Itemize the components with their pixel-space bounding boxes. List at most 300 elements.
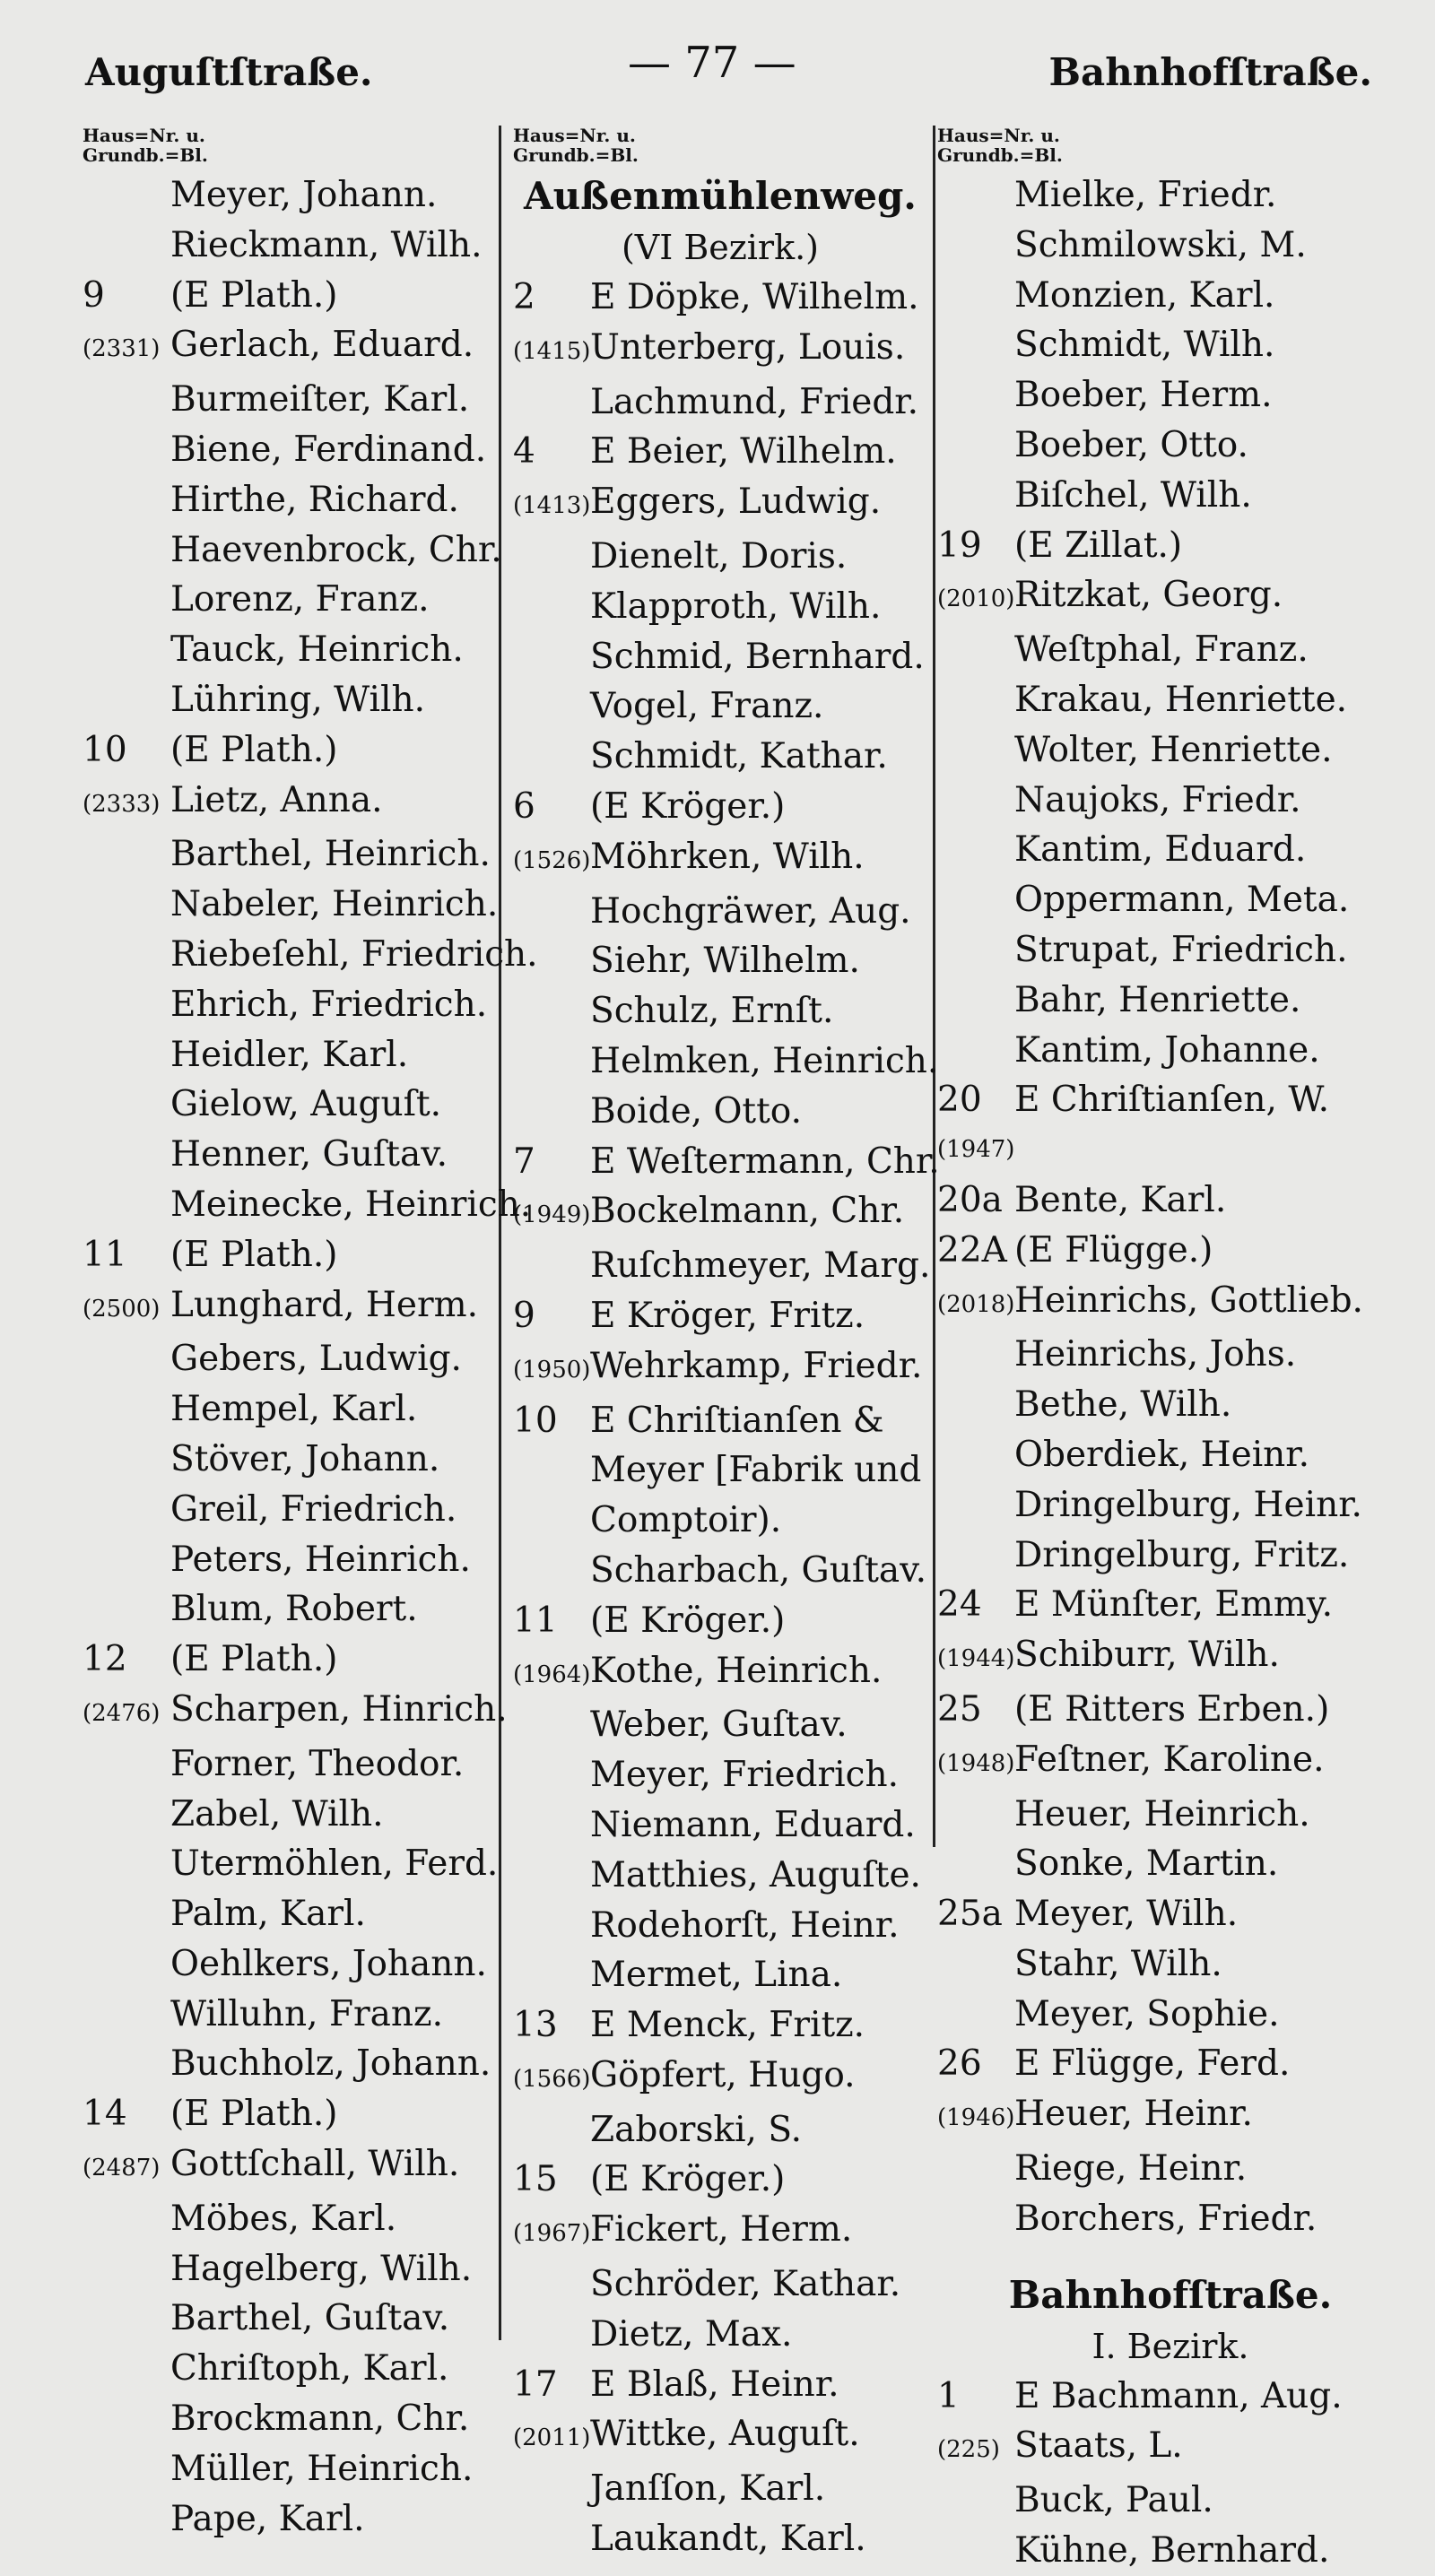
resident-name: Mermet, Lina. [590,1955,843,1996]
list-item [83,575,491,625]
list-item [937,1790,1404,1840]
list-item [937,1580,1404,1630]
list-item [83,1180,532,1230]
list-item [513,323,927,377]
house-number: (1949) [513,1201,591,1229]
street-heading: Bahnhofſtraße. [1008,2272,1333,2317]
resident-name: Schmilowski, M. [1014,224,1307,265]
house-number: (2010) [937,585,1015,613]
resident-name: Matthies, Auguſte. [590,1854,921,1895]
resident-name: Ruſchmeyer, Marg. [590,1245,931,1287]
resident-name: Dienelt, Doris. [590,535,848,577]
resident-name: Müller, Heinrich. [170,2448,474,2489]
house-number: (1946) [937,2104,1015,2132]
resident-name: Wehrkamp, Friedr. [590,1345,923,1386]
resident-name: Ritzkat, Georg. [1014,575,1283,616]
column-divider [499,126,501,2340]
list-item [937,725,1404,776]
district-label: I. Bezirk. [1091,2326,1249,2366]
list-item [83,1584,491,1635]
resident-name: Barthel, Guſtav. [170,2298,450,2339]
resident-name: Dietz, Max. [590,2313,793,2355]
list-item [513,782,927,832]
resident-name: Möhrken, Wilh. [590,836,865,877]
column-header-line: Grundb.=Bl. [513,144,639,166]
resident-name: Boide, Otto. [590,1090,802,1132]
list-item [937,1175,1404,1226]
resident-name: Heuer, Heinrich. [1014,1793,1310,1834]
list-item [83,930,538,980]
list-item [937,320,1404,370]
list-item [513,1036,939,1087]
resident-name: E Chriſtianſen, W. [1014,1080,1329,1121]
column-header-line: Haus=Nr. u. [513,125,636,146]
resident-name: E Chriſtianſen & [590,1400,884,1441]
resident-name: (E Kröger.) [590,1600,786,1641]
resident-name: Hagelberg, Wilh. [170,2248,473,2289]
list-item [937,521,1404,571]
column-header [937,126,1404,165]
house-number: (2476) [83,1699,161,1727]
list-item [83,1685,508,1739]
list-item [513,1901,927,1951]
header-right-street: Bahnhofſtraße. [1048,50,1372,94]
house-number: 25 [937,1688,982,1730]
list-item [513,1137,940,1187]
list-item [513,1241,931,1291]
resident-name: Kantim, Eduard. [1014,829,1307,871]
house-number: 11 [83,1234,127,1275]
resident-name: Boeber, Otto. [1014,424,1248,465]
resident-name: Schiburr, Wilh. [1014,1635,1280,1676]
list-item [513,2464,927,2514]
resident-name: E Blaß, Heinr. [590,2364,839,2405]
list-item [513,1950,927,2000]
resident-name: Buchholz, Johann. [170,2043,491,2085]
house-number: 17 [513,2364,558,2405]
resident-name: Chriſtoph, Karl. [170,2348,449,2390]
resident-name: E Flügge, Ferd. [1014,2043,1291,2085]
resident-name: Meyer [Fabrik und [590,1450,922,1491]
resident-name: Dringelburg, Fritz. [1014,1534,1350,1575]
list-item [937,1330,1404,1380]
list-item [513,427,927,477]
list-item [513,2360,927,2410]
house-number: 10 [513,1400,558,1441]
resident-name: Heinrichs, Johs. [1014,1334,1297,1375]
house-number: 1 [937,2375,960,2416]
list-item [513,1800,927,1851]
resident-name: Mielke, Friedr. [1014,175,1277,215]
resident-name: Blum, Robert. [170,1589,418,1630]
column-2 [513,125,940,2564]
list-item [83,221,491,271]
resident-name: E Bachmann, Aug. [1014,2375,1343,2416]
resident-name: Janſſon, Karl. [590,2468,826,2510]
list-item [513,732,927,782]
list-item [513,1546,927,1596]
list-item [513,1496,927,1546]
resident-name: (E Plath.) [170,274,338,316]
column-header-line: Haus=Nr. u. [83,125,205,146]
list-item [513,1291,927,1341]
resident-name: Pape, Karl. [170,2498,365,2539]
house-number: (1415) [513,337,591,365]
list-item [83,320,491,375]
resident-name: Zaborski, S. [590,2109,803,2150]
resident-name: Zabel, Wilh. [170,1793,384,1834]
resident-name: (E Plath.) [170,729,338,770]
list-item [937,1276,1404,1331]
resident-name: Monzien, Karl. [1014,274,1275,316]
resident-name: Helmken, Heinrich. [590,1040,939,1081]
resident-name: Forner, Theodor. [170,1743,465,1784]
list-item [83,1739,491,1790]
list-item [83,2344,491,2394]
list-item [83,829,491,880]
column-header-line: Grundb.=Bl. [83,144,208,166]
resident-name: E Döpke, Wilhelm. [590,277,919,317]
resident-name: E Beier, Wilhelm. [590,431,897,473]
list-item [83,1080,491,1130]
resident-name: Meyer, Wilh. [1014,1894,1239,1935]
list-item [513,2409,927,2464]
house-number: (2487) [83,2155,161,2182]
house-number: (1413) [513,492,591,520]
list-item [937,2421,1404,2476]
resident-name: Schulz, Ernſt. [590,991,834,1032]
resident-name: Hirthe, Richard. [170,479,459,520]
resident-name: Niemann, Eduard. [590,1804,916,1845]
resident-name: Haevenbrock, Chr. [170,529,502,570]
resident-name: Fickert, Herm. [590,2209,853,2251]
list-item [937,1990,1404,2040]
resident-name: Bahr, Henriette. [1014,979,1301,1020]
house-number: (2018) [937,1290,1015,1318]
list-item [83,1939,491,1990]
resident-name: Wittke, Auguſt. [590,2414,860,2455]
list-item [513,2155,927,2205]
list-item [937,875,1404,925]
list-item [937,1430,1404,1480]
resident-name: E Münſter, Emmy. [1014,1584,1334,1626]
house-number: 24 [937,1584,982,1626]
list-item [83,2494,491,2545]
resident-name: E Kröger, Fritz. [590,1295,865,1336]
resident-name: Utermöhlen, Ferd. [170,1843,499,1885]
list-item [83,475,491,525]
list-item [83,1485,491,1535]
resident-name: Naujoks, Friedr. [1014,779,1301,820]
resident-name: Möbes, Karl. [170,2198,397,2239]
list-item [937,1735,1404,1790]
house-number: 14 [83,2094,127,2135]
house-number: 2 [513,277,535,317]
resident-name: Burmeiſter, Karl. [170,379,470,421]
list-item [513,532,927,582]
resident-name: (E Kröger.) [590,785,786,827]
list-item [83,1635,491,1685]
house-number: 13 [513,2005,558,2046]
resident-name: Scharpen, Hinrich. [170,1688,508,1730]
list-item [83,1230,491,1280]
list-item [513,1851,927,1901]
list-item [937,221,1404,271]
resident-name: Riebeſehl, Friedrich. [170,933,538,975]
house-number: (1964) [513,1661,591,1688]
list-item [937,1889,1404,1939]
resident-name: Biſchel, Wilh. [1014,474,1252,516]
resident-name: Vogel, Franz. [590,686,824,727]
column-3 [937,126,1404,2576]
resident-name: Boeber, Herm. [1014,375,1273,416]
house-number: 22A [937,1229,1007,1271]
resident-name: Greil, Friedrich. [170,1488,457,1530]
list-item [83,725,491,776]
resident-name: Brockmann, Chr. [170,2398,470,2440]
resident-name: Klapproth, Wilh. [590,585,882,627]
list-item [513,1341,927,1396]
house-number: (2500) [83,1295,161,1323]
resident-name: Willuhn, Franz. [170,1993,443,2034]
resident-name: Oberdiek, Heinr. [1014,1434,1310,1475]
list-item [513,1396,927,1446]
resident-name: Weber, Guſtav. [590,1704,848,1746]
list-item [83,1030,491,1080]
list-item [937,1480,1404,1531]
list-item [83,980,491,1030]
list-item [937,1075,1404,1125]
column-header [83,126,491,165]
house-number: (1526) [513,846,591,874]
list-item [937,471,1404,521]
resident-name: Eggers, Ludwig. [590,481,882,523]
list-item [83,375,491,425]
list-item [513,2259,927,2310]
resident-name: Weſtphal, Franz. [1014,629,1309,671]
list-item [513,2000,927,2051]
resident-name: Stöver, Johann. [170,1438,440,1479]
house-number: 20 [937,1080,982,1121]
resident-name: Sonke, Martin. [1014,1843,1279,1885]
list-item [513,2205,927,2259]
list-item [937,170,1404,221]
list-item [83,880,499,930]
list-item [83,1790,491,1840]
list-item [83,2139,491,2194]
resident-name: (E Plath.) [170,1234,338,1275]
list-item [513,1445,927,1496]
resident-name: Meyer, Johann. [170,175,438,215]
house-number: (225) [937,2436,1000,2464]
resident-name: Bente, Karl. [1014,1179,1227,1220]
resident-name: Meyer, Friedrich. [590,1755,899,1796]
list-item [937,925,1404,976]
list-item [937,271,1404,321]
list-item [513,2514,927,2564]
list-item [937,2039,1404,2089]
resident-name: Schmid, Bernhard. [590,636,925,677]
list-item [513,1646,927,1701]
list-item [83,1384,491,1435]
list-item [937,625,1404,675]
resident-name: Gottſchall, Wilh. [170,2144,460,2185]
list-item [937,1939,1404,1990]
list-item [937,1026,1404,1076]
list-item [83,2394,491,2444]
list-item [83,1990,491,2040]
house-number: 12 [83,1639,127,1680]
list-item [937,1380,1404,1430]
resident-name: Tauck, Heinrich. [170,629,464,671]
resident-name: Comptoir). [590,1500,782,1541]
resident-name: Biene, Ferdinand. [170,429,487,470]
list-item [937,976,1404,1026]
resident-name: Heidler, Karl. [170,1034,409,1075]
resident-name: Staats, L. [1014,2425,1183,2467]
list-item [513,936,927,986]
page-header [0,38,1435,109]
resident-name: Stahr, Wilh. [1014,1943,1222,1984]
resident-name: (E Ritters Erben.) [1014,1688,1330,1730]
list-item [513,2051,927,2105]
resident-name: Hochgräwer, Aug. [590,890,911,932]
list-item [937,1630,1404,1685]
resident-name: Gielow, Auguſt. [170,1084,442,1125]
list-item [513,1596,927,1646]
list-item [83,2089,491,2139]
resident-name: Hempel, Karl. [170,1389,418,1430]
resident-name: Bockelmann, Chr. [590,1191,905,1232]
resident-name: Riege, Heinr. [1014,2148,1248,2190]
resident-name: Unterberg, Louis. [590,326,906,368]
house-number: 26 [937,2043,982,2085]
resident-name: Rieckmann, Wilh. [170,224,483,265]
list-item [937,2372,1404,2422]
column-header-line: Haus=Nr. u. [937,125,1060,146]
house-number: 10 [83,729,127,770]
list-item [937,1839,1404,1889]
resident-name: Lietz, Anna. [170,779,383,820]
resident-name: Lunghard, Herm. [170,1284,478,1325]
list-item [513,1186,927,1241]
list-item [83,2194,491,2244]
header-left-street: Auguſtſtraße. [85,50,373,94]
resident-name: Gebers, Ludwig. [170,1339,462,1380]
resident-name: Krakau, Henriette. [1014,679,1348,720]
list-item [83,2244,491,2294]
resident-name: Oppermann, Meta. [1014,880,1350,921]
list-item [937,2194,1404,2244]
list-item [937,776,1404,826]
list-item [937,2144,1404,2194]
house-number: 9 [513,1295,535,1336]
house-number: (1947) [937,1136,1015,1164]
resident-name: Schröder, Kathar. [590,2264,901,2305]
resident-name: Rodehorſt, Heinr. [590,1904,900,1946]
list-item [513,887,927,937]
resident-name: Barthel, Heinrich. [170,834,491,875]
resident-name: (E Plath.) [170,2094,338,2135]
list-item [937,1531,1404,1581]
resident-name: Lühring, Wilh. [170,679,425,720]
list-item [83,425,491,475]
house-number: (1566) [513,2065,591,2093]
list-item [83,2444,491,2494]
house-number: 19 [937,525,982,566]
list-item [513,832,927,887]
list-item [83,170,491,221]
resident-name: Siehr, Wilhelm. [590,941,860,982]
house-number: (1967) [513,2220,591,2248]
resident-name: Buck, Paul. [1014,2480,1213,2521]
resident-name: Scharbach, Guſtav. [590,1549,926,1591]
list-item [513,986,927,1036]
list-item [83,525,502,576]
list-item [513,2105,927,2155]
list-item [513,477,927,532]
resident-name: Kantim, Johanne. [1014,1029,1320,1071]
list-item [937,1685,1404,1735]
list-item [83,1280,491,1335]
resident-name: (E Plath.) [170,1639,338,1680]
list-item [83,776,491,830]
list-item [513,1087,927,1137]
house-number: (1948) [937,1749,1015,1777]
resident-name: Laukandt, Karl. [590,2519,866,2560]
resident-name: Peters, Heinrich. [170,1539,471,1580]
house-number: 20a [937,1179,1003,1220]
resident-name: Heinrichs, Gottlieb. [1014,1279,1363,1321]
house-number: (2333) [83,790,161,818]
list-item [513,681,927,732]
house-number: 15 [513,2159,558,2200]
resident-name: E Weſtermann, Chr. [590,1141,940,1182]
resident-name: Wolter, Henriette. [1014,729,1333,770]
resident-name: Oehlkers, Johann. [170,1943,487,1984]
list-item [937,2526,1404,2576]
list-item [83,625,491,675]
list-item [937,2476,1404,2526]
list-item [513,632,927,682]
list-item [937,421,1404,471]
list-item [83,675,491,725]
resident-name: Dringelburg, Heinr. [1014,1484,1362,1525]
list-item [513,582,927,632]
resident-name: Meyer, Sophie. [1014,1993,1280,2034]
resident-name: (E Zillat.) [1014,525,1183,566]
resident-name: Ehrich, Friedrich. [170,984,488,1025]
resident-name: Gerlach, Eduard. [170,325,474,366]
resident-name: Schmidt, Kathar. [590,736,888,777]
column-header [513,126,927,165]
resident-name: (E Kröger.) [590,2159,786,2200]
list-item [83,1435,491,1485]
resident-name: (E Flügge.) [1014,1229,1213,1271]
house-number: (1944) [937,1645,1015,1673]
list-item [937,2089,1404,2144]
list-item [937,1125,1404,1175]
list-item [83,1334,491,1384]
list-item [937,675,1404,725]
resident-name: E Menck, Fritz. [590,2005,865,2046]
resident-name: Lorenz, Franz. [170,579,430,620]
list-item [83,2039,491,2089]
list-item [83,1889,491,1939]
list-item [83,1535,491,1585]
house-number: (1950) [513,1356,591,1383]
resident-name: Kothe, Heinrich. [590,1650,883,1691]
